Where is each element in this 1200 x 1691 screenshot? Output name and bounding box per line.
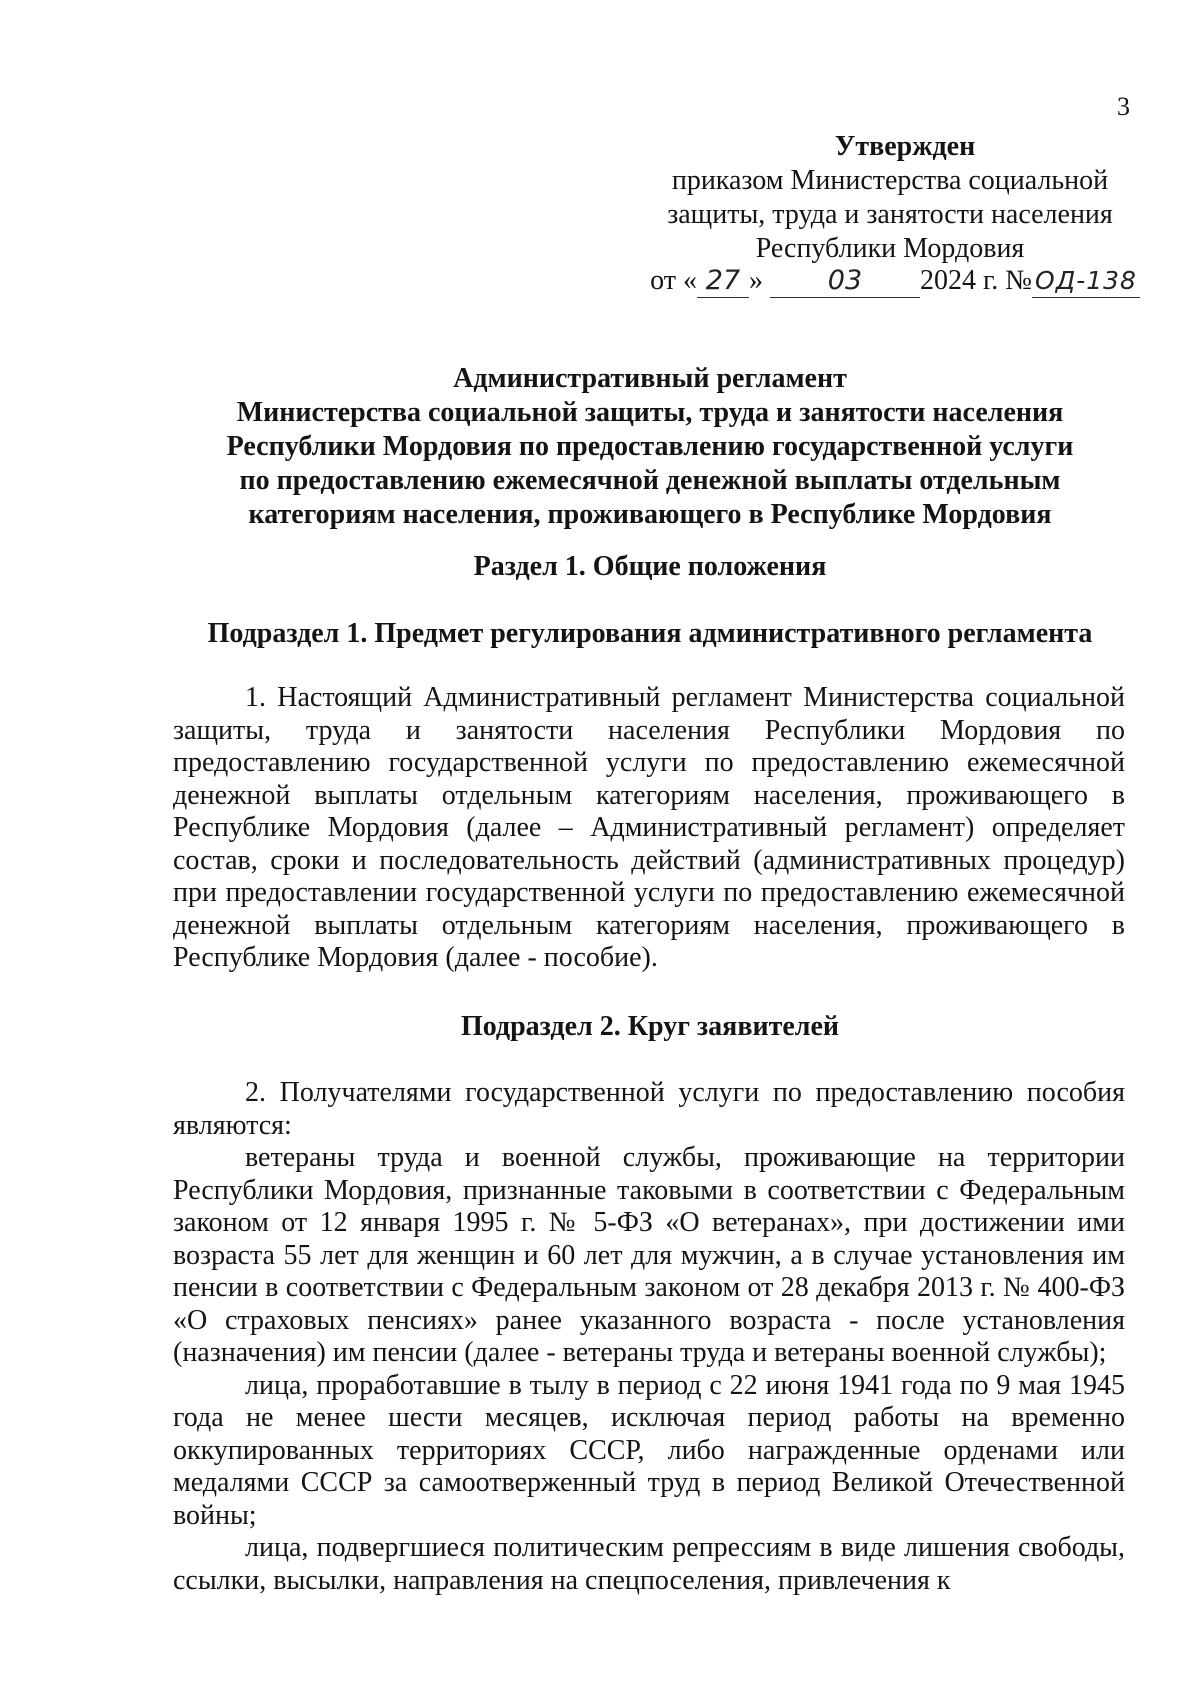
section-heading: Раздел 1. Общие положения xyxy=(473,551,827,582)
page-number: 3 xyxy=(1117,92,1130,121)
title-line: Административный регламент xyxy=(453,363,847,394)
subsection-heading: Подраздел 1. Предмет регулирования административного регламента xyxy=(207,618,1093,649)
paragraph-text: лица, проработавшие в тылу в период с 22 июня 1941 года по 9 мая 1945 года не менее шести месяцев, исключая период работы на временно оккупированных территориях СССР, либо награжденные орденами или медалями СССР за самоотверженный труд в период Великой Отечественной войны; xyxy=(173,1369,1125,1531)
approval-block xyxy=(640,130,1140,298)
date-year: 2024 г. № xyxy=(919,265,1032,296)
date-prefix: от « xyxy=(650,265,697,296)
handwritten-month: 03 xyxy=(770,265,920,298)
approval-date-line xyxy=(640,264,1140,298)
paragraph-text: 2. Получателями государственной услуги по предоставлению пособия являются: xyxy=(173,1077,1125,1141)
paragraph-text: 1. Настоящий Административный регламент Министерства социальной защиты, труда и занятости населения Республики Мордовия по предоставлению государственной услуги по предоставлению ежемесячной денежной выплаты отдельным категориям населения, проживающего в Республике Мордовия (далее – Административный регламент) определяет состав, сроки и последовательность действий (административных процедур) при предоставлении государственной услуги по предоставлению ежемесячной денежной выплаты отдельным категориям населения, проживающего в Республике Мордовия (далее - пособие). xyxy=(173,682,1125,973)
title-line: Республики Мордовия по предоставлению государственной услуги xyxy=(226,431,1074,462)
document-title xyxy=(150,362,1150,532)
paragraph-group xyxy=(173,1077,1125,1597)
title-line: категориям населения, проживающего в Республике Мордовия xyxy=(248,499,1052,530)
approval-line: защиты, труда и занятости населения xyxy=(667,199,1113,230)
subsection-heading: Подраздел 2. Круг заявителей xyxy=(460,1011,840,1042)
paragraph-1 xyxy=(173,682,1125,975)
handwritten-day: 27 xyxy=(697,265,749,298)
approval-line: приказом Министерства социальной xyxy=(671,165,1109,196)
title-line: по предоставлению ежемесячной денежной выплаты отдельным xyxy=(239,465,1061,496)
handwritten-order-number: ОД-138 xyxy=(1032,265,1140,298)
approval-heading: Утвержден xyxy=(834,131,976,162)
title-line: Министерства социальной защиты, труда и занятости населения xyxy=(236,397,1064,428)
paragraph-text: ветераны труда и военной службы, проживающие на территории Республики Мордовия, признанные таковыми в соответствии с Федеральным законом от 12 января 1995 г. № 5-ФЗ «О ветеранах», при достижении ими возраста 55 лет для женщин и 60 лет для мужчин, а в случае установления им пенсии в соответствии с Федеральным законом от 28 декабря 2013 г. № 400-ФЗ «О страховых пенсиях» ранее указанного возраста - после установления (назначения) им пенсии (далее - ветераны труда и ветераны военной службы); xyxy=(173,1142,1125,1368)
paragraph-text: лица, подвергшиеся политическим репрессиям в виде лишения свободы, ссылки, высылки, направления на спецпоселения, привлечения к xyxy=(173,1532,1125,1596)
date-mid: » xyxy=(748,265,763,296)
approval-line: Республики Мордовия xyxy=(755,233,1025,264)
